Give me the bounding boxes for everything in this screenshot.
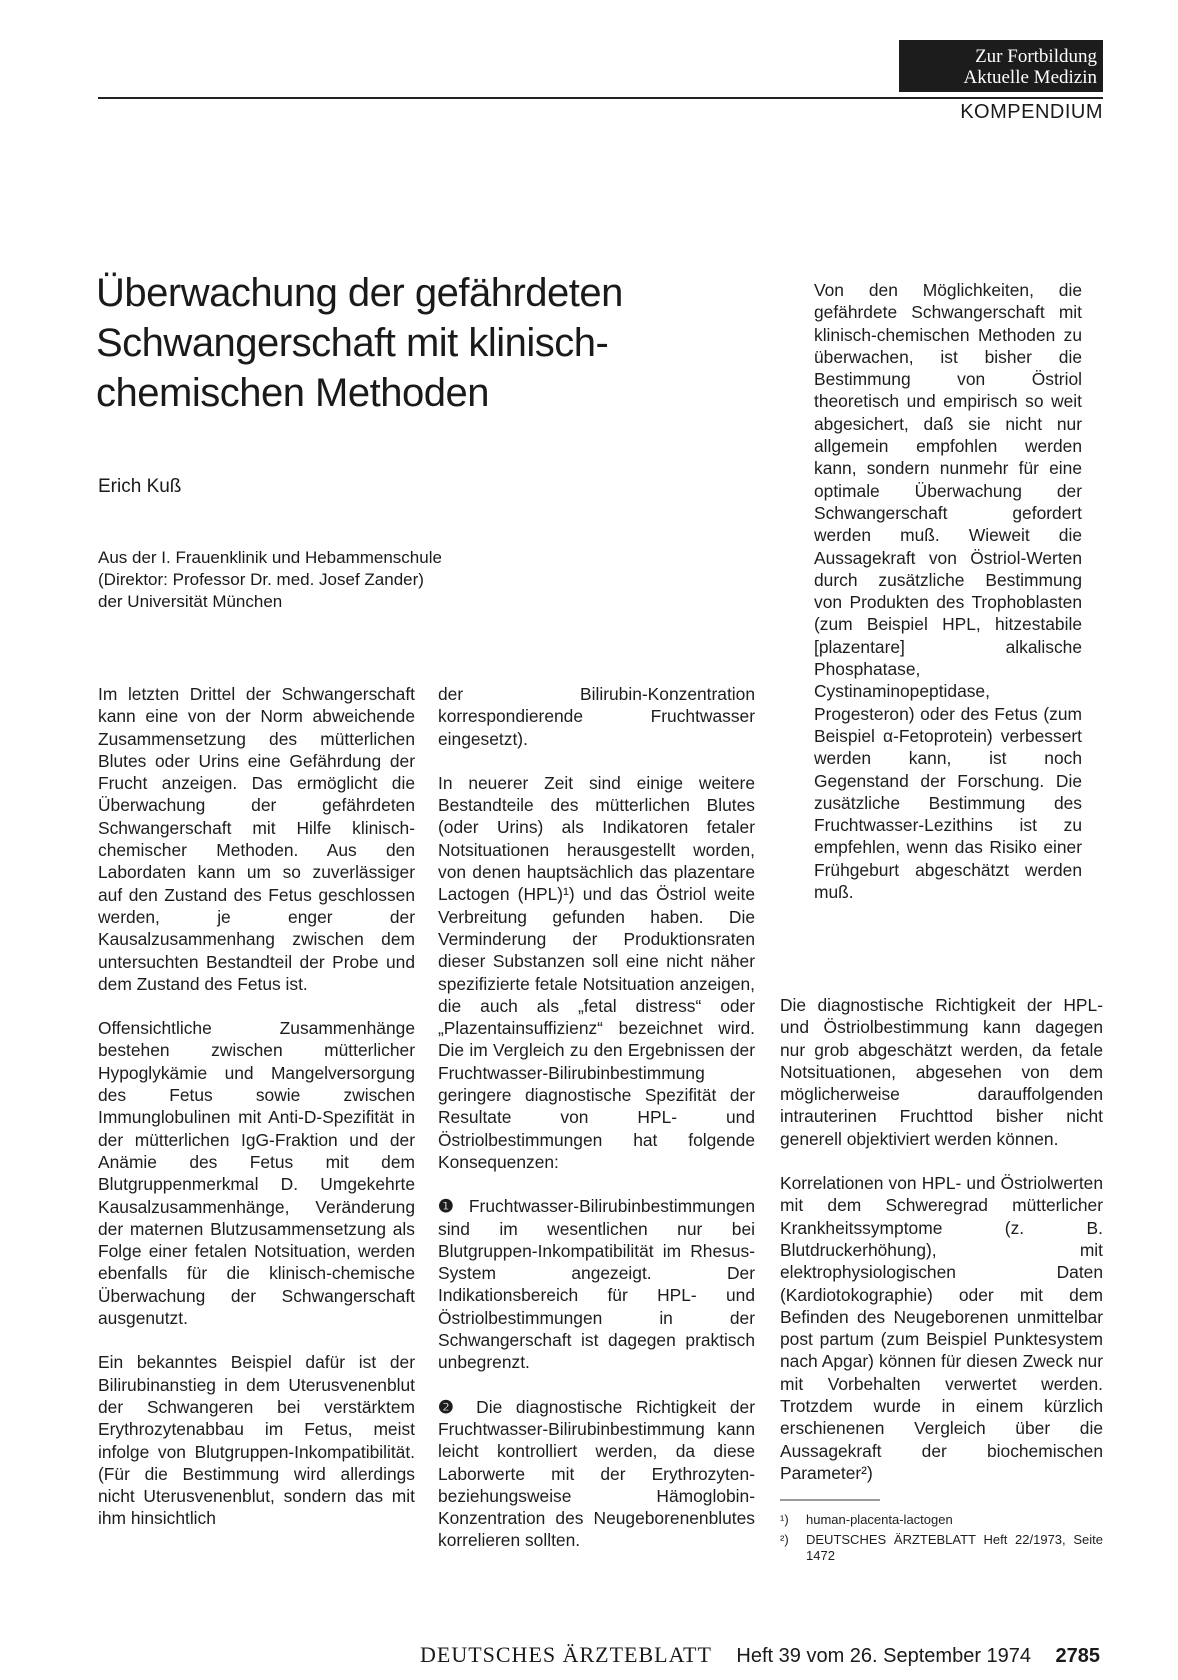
- numbered-item-text: Die diagnostische Richtigkeit der Fruchtwasser-Bilirubinbestimmung kann leicht kontrolliert werden, da diese Laborwerte mit der Erythrozyten- beziehungsweise Hämoglobin-Konzentration des Neugeborenenblutes korrelieren sollten.: [438, 1396, 755, 1551]
- issue-info: Heft 39 vom 26. September 1974: [736, 1645, 1032, 1667]
- footnotes: [780, 1512, 1103, 1564]
- section-label-line1: Zur Fortbildung: [975, 46, 1097, 67]
- paragraph: Korrelationen von HPL- und Östriolwerten mit dem Schweregrad mütterlicher Krankheitssymptome (z. B. Blutdruckerhöhung), mit elektrophysiologischen Daten (Kardiotokographie) oder mit dem Befinden des Neugeborenen unmittelbar post partum (zum Beispiel Punktesystem nach Apgar) können für diesen Zweck nur mit Vorbehalten verwertet werden. Trotzdem wurde in einem kürzlich erschienenen Vergleich über die Aussagekraft der biochemischen Parameter²): [780, 1173, 1103, 1483]
- affiliation-line: Aus der I. Frauenklinik und Hebammenschule: [98, 548, 442, 567]
- paragraph: Die diagnostische Richtigkeit der HPL- und Östriolbestimmung kann dagegen nur grob abgeschätzt werden, da fetale Notsituationen, abgesehen von dem möglicherweise darauffolgenden intrauterinen Fruchttod bisher nicht generell objektiviert werden können.: [780, 995, 1103, 1149]
- numbered-item: [438, 1396, 755, 1552]
- paragraph: Ein bekanntes Beispiel dafür ist der Bilirubinanstieg in dem Uterusvenenblut der Schwangeren bei verstärktem Erythrozytenabbau im Fetus, meist infolge von Blutgruppen-Inkompatibilität. (Für die Bestimmung wird allerdings nicht Uterusvenenblut, sondern das mit ihm hinsichtlich: [98, 1352, 415, 1529]
- footnote-mark: ²): [780, 1532, 789, 1548]
- rubric: KOMPENDIUM: [960, 101, 1103, 123]
- paragraph: Offensichtliche Zusammenhänge bestehen zwischen mütterlicher Hypoglykämie und Mangelversorgung des Fetus sowie zwischen Immunglobulinen mit Anti-D-Spezifität in der mütterlichen IgG-Fraktion und der Anämie des Fetus mit dem Blutgruppenmerkmal D. Umgekehrte Kausalzusammenhänge, Veränderung der maternen Blutzusammensetzung als Folge einer fetalen Notsituation, werden ebenfalls für die klinisch-chemische Überwachung der Schwangerschaft ausgenutzt.: [98, 1018, 415, 1329]
- paragraph: Im letzten Drittel der Schwangerschaft kann eine von der Norm abweichende Zusammensetzung des mütterlichen Blutes oder Urins eine Gefährdung der Frucht anzeigen. Das ermöglicht die Überwachung der gefährdeten Schwangerschaft mit Hilfe klinisch-chemischer Methoden. Aus den Labordaten kann um so zuverlässiger auf den Zustand des Fetus geschlossen werden, je enger der Kausalzusammenhang zwischen dem untersuchten Bestandteil der Probe und dem Zustand des Fetus ist.: [98, 684, 415, 994]
- affiliation-line: (Direktor: Professor Dr. med. Josef Zander): [98, 570, 424, 589]
- number-1-icon: ❶: [438, 1196, 459, 1217]
- page-number: 2785: [1055, 1645, 1100, 1667]
- affiliation: [98, 547, 538, 613]
- numbered-item: [438, 1195, 755, 1373]
- affiliation-line: der Universität München: [98, 592, 283, 611]
- header-rule: [98, 97, 1103, 99]
- section-label-line2: Aktuelle Medizin: [963, 67, 1097, 88]
- footnote-rule: [780, 1498, 880, 1502]
- journal-name: DEUTSCHES ÄRZTEBLATT: [420, 1642, 712, 1667]
- article-title: Überwachung der gefährdeten Schwangerschaft mit klinisch-chemischen Methoden: [96, 271, 623, 415]
- footnote-text: DEUTSCHES ÄRZTEBLATT Heft 22/1973, Seite 1472: [806, 1532, 1103, 1564]
- page-footer: [420, 1642, 1100, 1668]
- paragraph: Von den Möglichkeiten, die gefährdete Schwangerschaft mit klinisch-chemischen Methoden zu überwachen, ist bisher die Bestimmung von Östriol theoretisch und empirisch so weit abgesichert, daß sie nicht nur allgemein empfohlen werden kann, sondern nunmehr für eine optimale Überwachung der Schwangerschaft gefordert werden muß. Wieweit die Aussagekraft von Östriol-Werten durch zusätzliche Bestimmung von Produkten des Trophoblasten (zum Beispiel HPL, hitzestabile [plazentare] alkalische Phosphatase, Cystinaminopeptidase, Progesteron) oder des Fetus (zum Beispiel α-Fetoprotein) verbessert werden kann, ist noch Gegenstand der Forschung. Die zusätzliche Bestimmung des Fruchtwasser-Lezithins ist zu empfehlen, wenn das Risiko einer Frühgeburt abgeschätzt werden muß.: [814, 280, 1082, 903]
- paragraph: der Bilirubin-Konzentration korrespondierende Fruchtwasser eingesetzt).: [438, 684, 755, 749]
- column-1: [98, 683, 415, 1552]
- author: Erich Kuß: [98, 476, 182, 497]
- column-2: [438, 683, 755, 1574]
- section-label: [899, 40, 1103, 92]
- footnote: [780, 1532, 1103, 1564]
- footnote-text: human-placenta-lactogen: [806, 1512, 953, 1528]
- column-3-top: [814, 279, 1082, 925]
- paragraph: In neuerer Zeit sind einige weitere Bestandteile des mütterlichen Blutes (oder Urins) als Indikatoren fetaler Notsituationen herausgestellt worden, von denen hauptsächlich das plazentare Lactogen (HPL)¹) und das Östriol weite Verbreitung gefunden haben. Die Verminderung der Produktionsraten dieser Substanzen soll eine nicht näher spezifizierte fetale Notsituation anzeigen, die auch als „fetal distress“ oder „Plazentainsuffizienz“ bezeichnet wird. Die im Vergleich zu den Ergebnissen der Fruchtwasser-Bilirubinbestimmung geringere diagnostische Spezifität der Resultate von HPL- und Östriolbestimmungen hat folgende Konsequenzen:: [438, 772, 755, 1172]
- number-2-icon: ❷: [438, 1396, 463, 1417]
- footnote: [780, 1512, 1103, 1528]
- column-3-bottom: [780, 994, 1103, 1568]
- numbered-item-text: Fruchtwasser-Bilirubinbestimmungen sind im wesentlichen nur bei Blutgruppen-Inkompatibilität im Rhesus-System angezeigt. Der Indikationsbereich für HPL- und Östriolbestimmungen in der Schwangerschaft ist dagegen praktisch unbegrenzt.: [438, 1196, 755, 1373]
- footnote-mark: ¹): [780, 1512, 789, 1528]
